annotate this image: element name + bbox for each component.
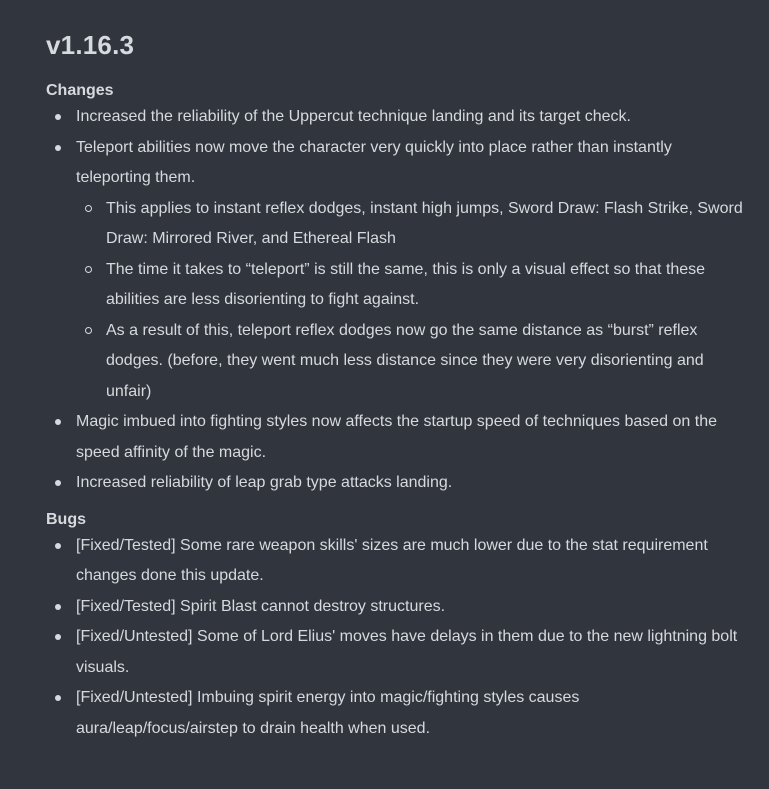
sub-list xyxy=(76,194,745,408)
list-item xyxy=(46,622,745,683)
list-item-text: Teleport abilities now move the character very quickly into place rather than instantly teleporting them. xyxy=(76,138,672,186)
bullet-icon xyxy=(55,145,61,151)
sub-list-item xyxy=(76,255,745,316)
bullet-icon xyxy=(55,634,61,640)
list-item-text: [Fixed/Tested] Some rare weapon skills' sizes are much lower due to the stat requirement changes done this update. xyxy=(76,536,708,584)
bullet-icon xyxy=(55,419,61,425)
bullet-icon xyxy=(55,480,61,486)
changes-list xyxy=(46,102,745,499)
hollow-bullet-icon xyxy=(85,266,92,273)
list-item-text: [Fixed/Untested] Imbuing spirit energy into magic/fighting styles causes aura/leap/focus/airstep to drain health when used. xyxy=(76,689,580,737)
list-item xyxy=(46,407,745,468)
changes-heading: Changes xyxy=(46,82,114,99)
bullet-icon xyxy=(55,543,61,549)
sub-list-item xyxy=(76,316,745,408)
bugs-list xyxy=(46,531,745,745)
version-title: v1.16.3 xyxy=(46,30,135,60)
list-item xyxy=(46,531,745,592)
list-item xyxy=(46,102,745,133)
hollow-bullet-icon xyxy=(85,205,92,212)
list-item-text: [Fixed/Untested] Some of Lord Elius' moves have delays in them due to the new lightning bolt visuals. xyxy=(76,628,738,676)
list-item-text: Magic imbued into fighting styles now affects the startup speed of techniques based on the speed affinity of the magic. xyxy=(76,413,717,461)
bullet-icon xyxy=(55,695,61,701)
sub-list-item xyxy=(76,194,745,255)
list-item-text: Increased reliability of leap grab type attacks landing. xyxy=(76,474,453,491)
bullet-icon xyxy=(55,114,61,120)
bullet-icon xyxy=(55,604,61,610)
list-item xyxy=(46,683,745,744)
list-item xyxy=(46,468,745,499)
list-item-text: [Fixed/Tested] Spirit Blast cannot destroy structures. xyxy=(76,597,446,615)
list-item-text: Increased the reliability of the Uppercut technique landing and its target check. xyxy=(76,108,631,125)
list-item xyxy=(46,592,745,623)
bugs-heading: Bugs xyxy=(46,510,86,528)
sub-list-item-text: As a result of this, teleport reflex dodges now go the same distance as “burst” reflex dodges. (before, they went much less distance since they were very disorienting and unfair) xyxy=(106,321,704,400)
sub-list-item-text: This applies to instant reflex dodges, instant high jumps, Sword Draw: Flash Strike, Sword Draw: Mirrored River, and Ethereal Flash xyxy=(106,199,743,247)
hollow-bullet-icon xyxy=(85,327,92,334)
sub-list-item-text: The time it takes to “teleport” is still the same, this is only a visual effect so that these abilities are less disorienting to fight against. xyxy=(106,260,706,308)
list-item xyxy=(46,133,745,408)
